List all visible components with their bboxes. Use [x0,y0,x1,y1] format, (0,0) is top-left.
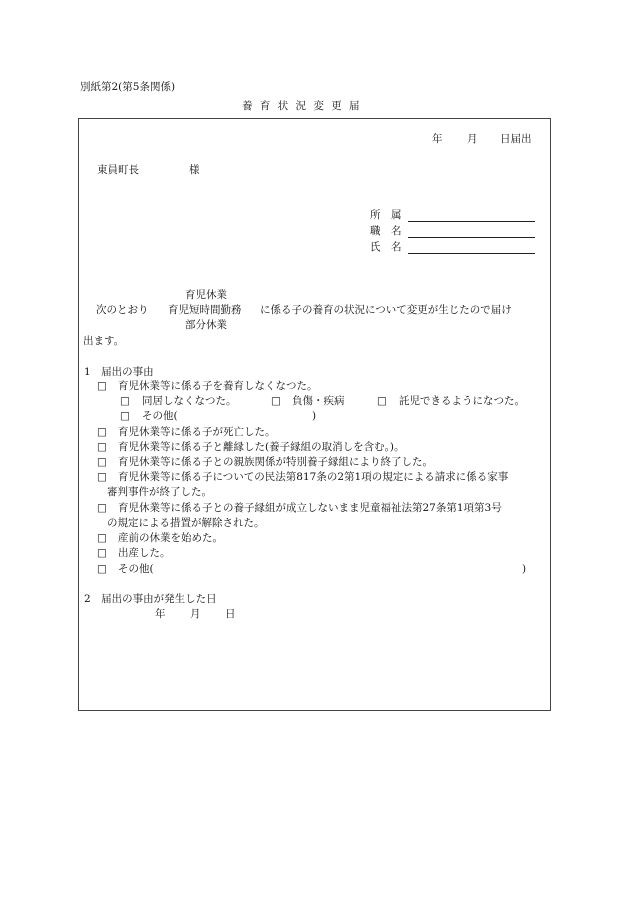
name-field[interactable] [408,253,535,254]
date-year-label: 年 [432,133,443,145]
item4-checkbox[interactable]: □ [97,456,107,468]
leave-type-childcare: 育児休業 [185,289,227,301]
sub-b-checkbox[interactable]: □ [271,395,281,407]
item6-text-line2: の規定による措置が解除された。 [107,517,265,529]
leave-type-partial: 部分休業 [185,319,227,331]
item9-checkbox[interactable]: □ [97,563,107,575]
item8-text: 出産した。 [118,547,171,559]
event-date-month: 月 [190,608,201,620]
item3-checkbox[interactable]: □ [97,441,107,453]
intro-suffix: に係る子の養育の状況について変更が生じたので届け [260,304,512,316]
item2-text: 育児休業等に係る子が死亡した。 [118,426,276,438]
intro-continuation: 出ます。 [83,335,125,347]
sub-d-text: その他( [142,410,178,422]
department-field[interactable] [408,221,535,222]
item9-text: その他( [118,563,154,575]
item3-text: 育児休業等に係る子と離縁した(養子縁組の取消しを含む。)。 [118,441,405,453]
leave-type-short-hours: 育児短時間勤務 [168,304,242,316]
item9-close: ) [522,563,527,575]
item6-checkbox[interactable]: □ [97,502,107,514]
item6-text-line1: 育児休業等に係る子との養子縁組が成立しないまま児童福祉法第27条第1項第3号 [118,502,502,514]
form-reference: 別紙第2(第5条関係) [80,81,176,93]
event-date-day: 日 [225,608,236,620]
sub-b-text: 負傷・疾病 [292,395,345,407]
sub-c-checkbox[interactable]: □ [377,395,387,407]
item7-text: 産前の休業を始めた。 [118,532,223,544]
event-date-year: 年 [155,608,166,620]
item1-checkbox[interactable]: □ [97,380,107,392]
job-title-field[interactable] [408,237,535,238]
item5-text-line2: 審判事件が終了した。 [107,486,212,498]
date-day-submit-label: 日届出 [500,133,532,145]
sub-a-checkbox[interactable]: □ [120,395,130,407]
item4-text: 育児休業等に係る子との親族関係が特別養子縁組により終了した。 [118,456,433,468]
addressee-honorific: 様 [189,164,200,176]
section1-heading: 1 届出の事由 [84,366,154,378]
date-month-label: 月 [467,133,478,145]
item5-text-line1: 育児休業等に係る子についての民法第817条の2第1項の規定による請求に係る家事 [118,471,509,483]
document-title: 養 育 状 況 変 更 届 [242,100,362,112]
item5-checkbox[interactable]: □ [97,471,107,483]
item8-checkbox[interactable]: □ [97,547,107,559]
department-label: 所 属 [370,209,402,221]
sub-a-text: 同居しなくなつた。 [142,395,237,407]
addressee-name: 東員町長 [97,164,139,176]
name-label: 氏 名 [370,241,402,253]
sub-c-text: 託児できるようになつた。 [399,395,525,407]
job-title-label: 職 名 [370,225,402,237]
intro-prefix: 次のとおり [96,304,149,316]
sub-d-checkbox[interactable]: □ [120,410,130,422]
item2-checkbox[interactable]: □ [97,426,107,438]
item1-text: 育児休業等に係る子を養育しなくなつた。 [118,380,318,392]
item7-checkbox[interactable]: □ [97,532,107,544]
section2-heading: 2 届出の事由が発生した日 [84,593,217,605]
sub-d-close: ) [312,410,317,422]
